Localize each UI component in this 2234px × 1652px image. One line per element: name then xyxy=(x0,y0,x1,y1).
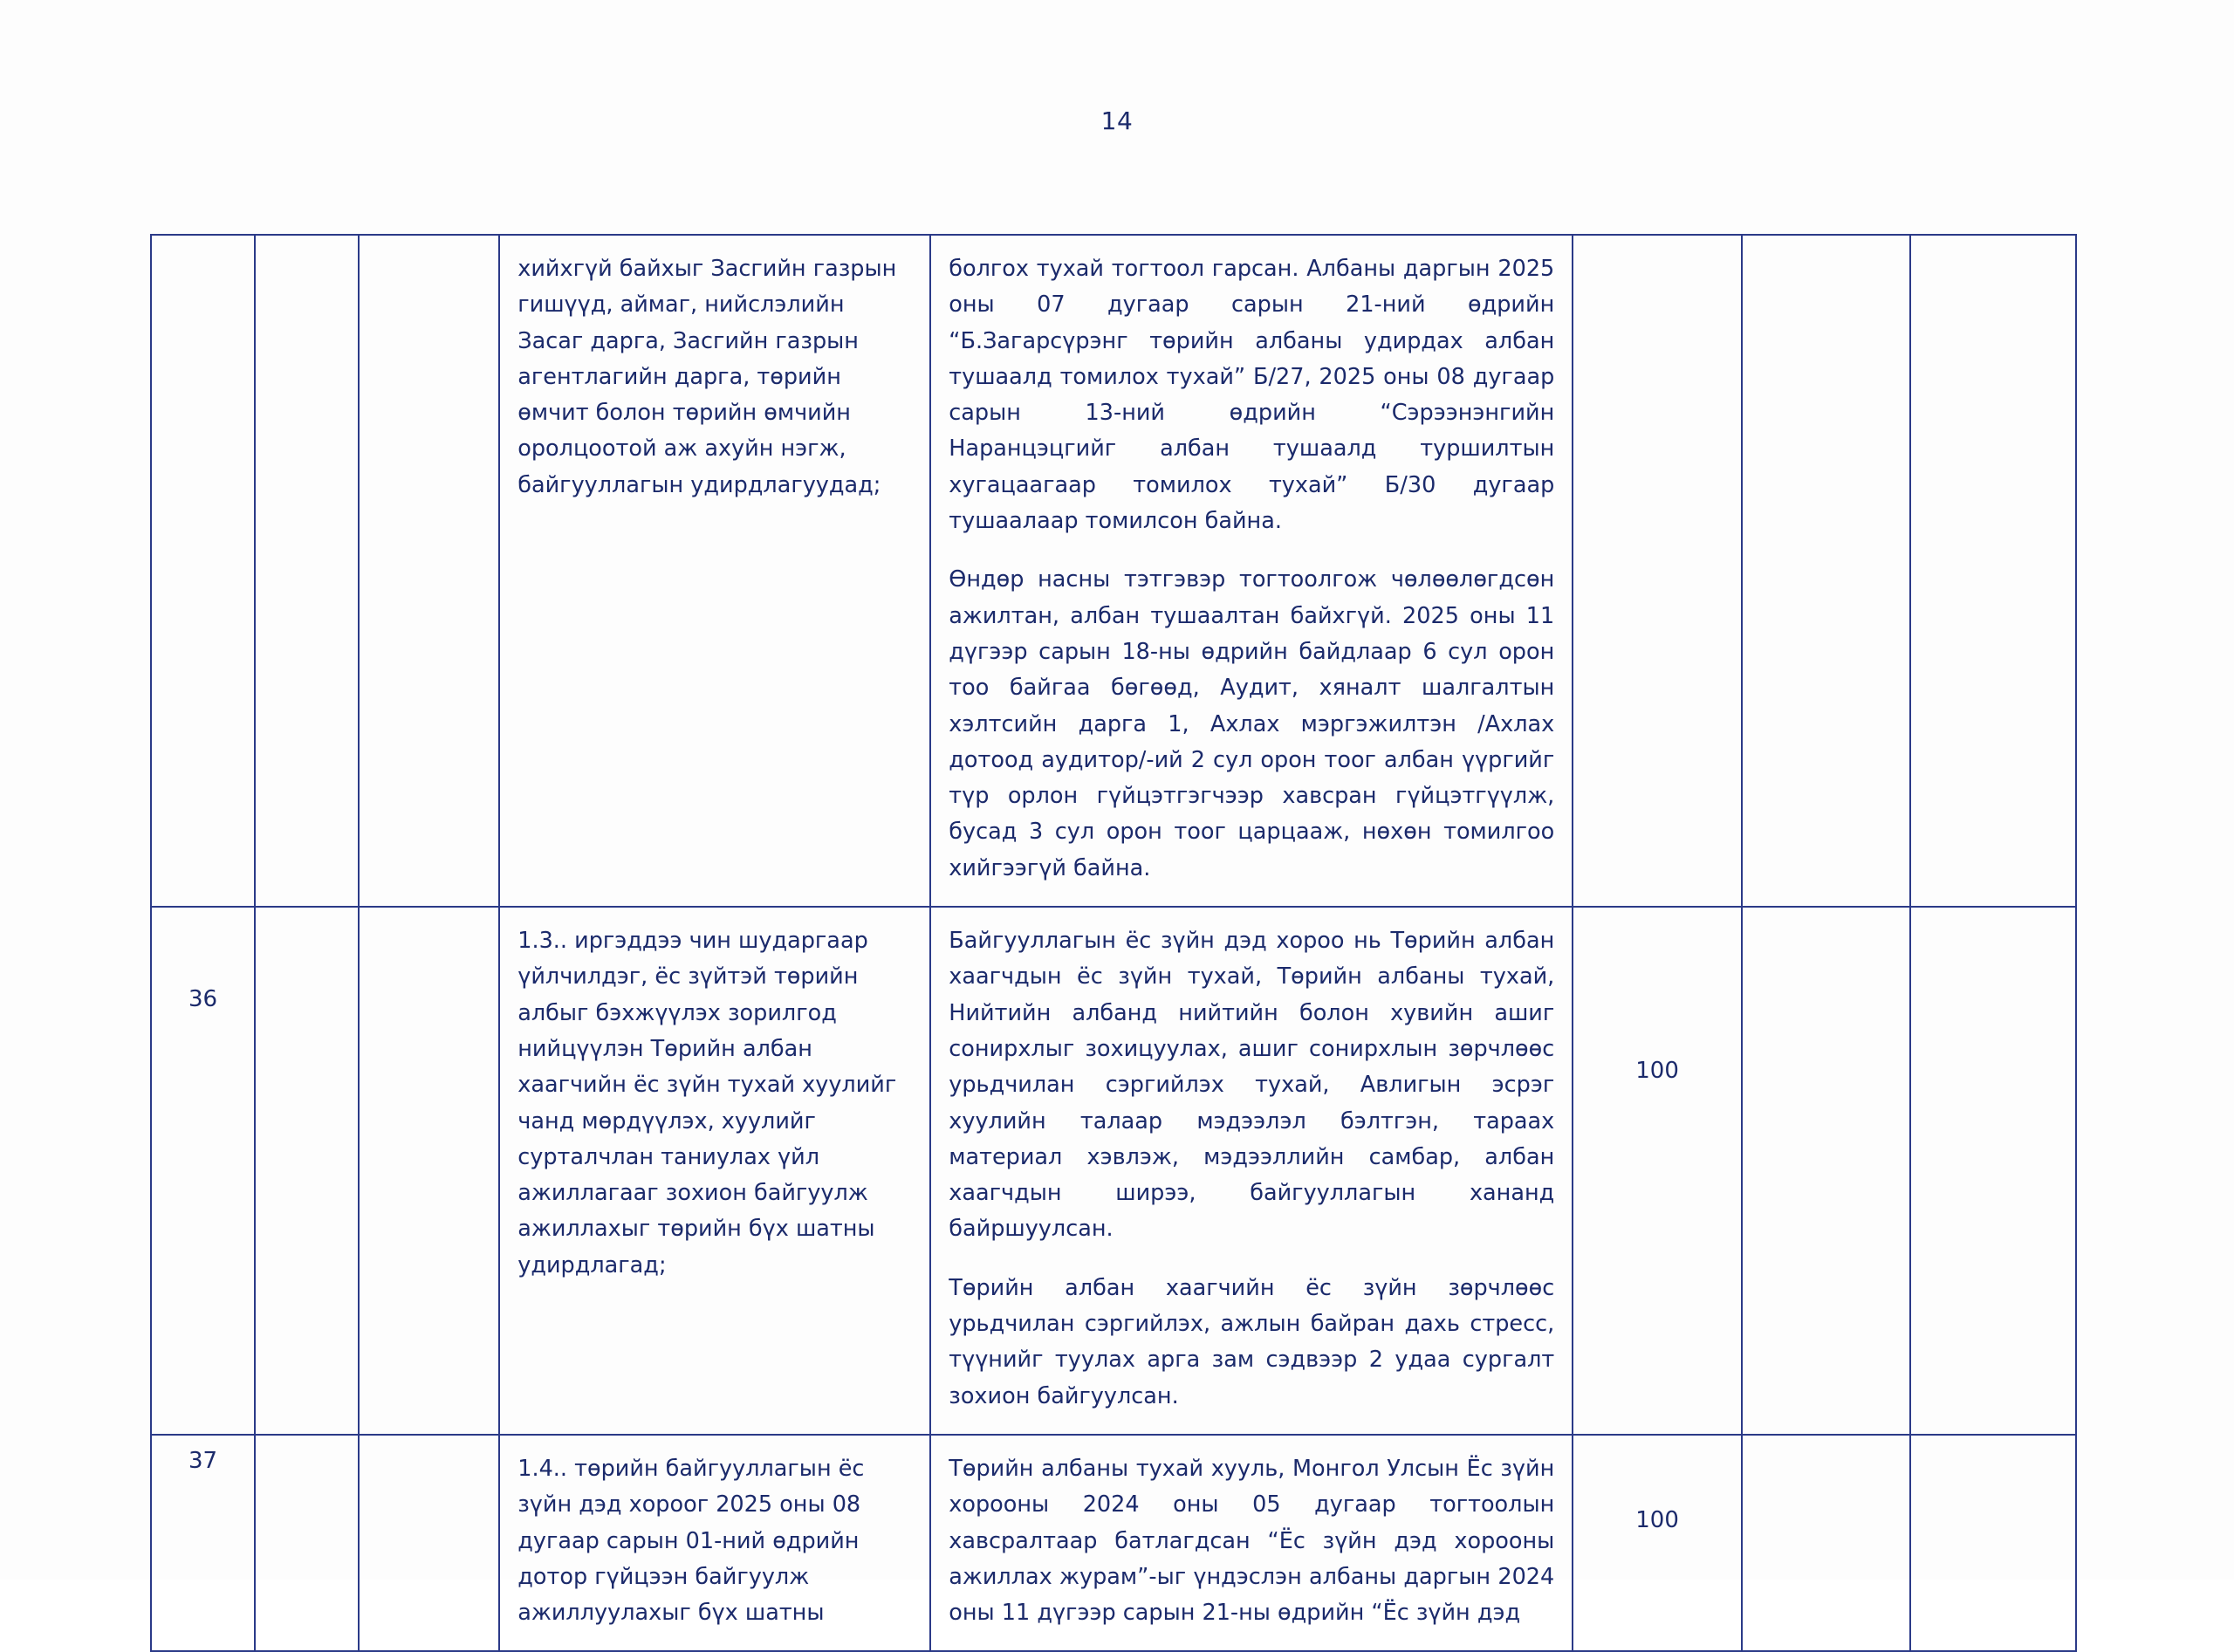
cell-empty-h xyxy=(1910,235,2076,907)
result-paragraph: Төрийн албан хаагчийн ёс зүйн зөрчлөөс урьдчилан сэргийлэх, ажлын байран дахь стресс, түүнийг туулах арга зам сэдвээр 2 удаа сургалт зохион байгуулсан. xyxy=(949,1274,1555,1409)
measure-text: хийхгүй байхыг Засгийн газрын гишүүд, аймаг, нийслэлийн Засаг дарга, Засгийн газрын агентлагийн дарга, төрийн өмчит болон төрийн өмчийн оролцоотой аж ахуйн нэгж, байгууллагын удирдлагуудад; xyxy=(517,256,897,498)
score-value xyxy=(1573,236,1741,271)
cell-measure xyxy=(499,235,930,907)
result-paragraph: Байгууллагын ёс зүйн дэд хороо нь Төрийн албан хаагчдын ёс зүйн тухай, Төрийн албаны тухай, Нийтийн албанд нийтийн болон хувийн ашиг сонирхлыг зохицуулах, ашиг сонирхлын зөрчлөөс урьдчилан сэргийлэх тухай, Авлигын эсрэг хуулийн талаар мэдээлэл бэлтгэн, тараах материал хэвлэж, мэдээллийн самбар, албан хаагчдын ширээ, байгууллагын хананд байршуулсан. xyxy=(949,928,1555,1243)
report-table xyxy=(150,234,2077,1652)
score-value: 100 xyxy=(1635,1058,1679,1085)
result-paragraph: болгох тухай тогтоол гарсан. Албаны даргын 2025 оны 07 дугаар сарын 21-ний өдрийн “Б.Загарсүрэнг төрийн албаны удирдах албан тушаалд томилох тухай” Б/27, 2025 оны 08 дугаар сарын 13-ний өдрийн “Сэрээнэнгийн Наранцэцгийг албан тушаалд туршилтын хугацаагаар томилох тухай” Б/30 дугаар тушаалаар томилсон байна. xyxy=(949,256,1555,535)
cell-empty-h xyxy=(1910,907,2076,1435)
report-table-container xyxy=(150,234,2077,1652)
row-number xyxy=(152,236,254,255)
cell-empty-g xyxy=(1742,235,1911,907)
row-number: 37 xyxy=(188,1447,218,1474)
row-number: 36 xyxy=(188,986,218,1013)
table-row xyxy=(151,907,2076,1435)
cell-empty-g xyxy=(1742,1435,1911,1651)
score-value: 100 xyxy=(1635,1506,1679,1533)
page-number: 14 xyxy=(1100,106,1134,135)
table-row xyxy=(151,235,2076,907)
cell-score xyxy=(1573,235,1742,907)
cell-empty-b xyxy=(255,907,359,1435)
cell-index xyxy=(151,907,255,1435)
cell-empty-b xyxy=(255,1435,359,1651)
cell-result xyxy=(930,1435,1573,1651)
cell-empty-b xyxy=(255,235,359,907)
measure-text: 1.3.. иргэддээ чин шударгаар үйлчилдэг, ёс зүйтэй төрийн албыг бэхжүүлэх зорилгод нийцүүлэн Төрийн албан хаагчийн ёс зүйн тухай хуулийг чанд мөрдүүлэх, хуулийг сурталчлан таниулах үйл ажиллагааг зохион байгуулж ажиллахыг төрийн бүх шатны удирдлагад; xyxy=(517,928,897,1278)
result-paragraph: Төрийн албаны тухай хууль, Монгол Улсын Ёс зүйн хорооны 2024 оны 05 дугаар тогтоолын хавсралтаар батлагдсан “Ёс зүйн дэд хорооны ажиллах журам”-ыг үндэслэн албаны даргын 2024 оны 11 дүгээр сарын 21-ны өдрийн “Ёс зүйн дэд xyxy=(949,1455,1555,1627)
cell-score xyxy=(1573,1435,1742,1651)
cell-empty-g xyxy=(1742,907,1911,1435)
cell-result xyxy=(930,907,1573,1435)
cell-measure xyxy=(499,1435,930,1651)
cell-score xyxy=(1573,907,1742,1435)
measure-text: 1.4.. төрийн байгууллагын ёс зүйн дэд хороог 2025 оны 08 дугаар сарын 01-ний өдрийн дотор гүйцээн байгуулж ажиллуулахыг бүх шатны xyxy=(517,1455,865,1627)
cell-empty-c xyxy=(359,235,499,907)
cell-result xyxy=(930,235,1573,907)
cell-index xyxy=(151,235,255,907)
cell-measure xyxy=(499,907,930,1435)
table-row xyxy=(151,1435,2076,1651)
cell-empty-c xyxy=(359,907,499,1435)
cell-index xyxy=(151,1435,255,1651)
result-paragraph: Өндөр насны тэтгэвэр тогтоолгож чөлөөлөгдсөн ажилтан, албан тушаалтан байхгүй. 2025 оны 11 дүгээр сарын 18-ны өдрийн байдлаар 6 сул орон тоо байгаа бөгөөд, Аудит, хяналт шалгалтын хэлтсийн дарга 1, Ахлах мэргэжилтэн /Ахлах дотоод аудитор/-ий 2 сул орон тоог албан үүргийг түр орлон гүйцэтгэгчээр хавсран гүйцэтгүүлж, бусад 3 сул орон тоог царцааж, нөхөн томилгоо хийгээгүй байна. xyxy=(949,566,1555,881)
cell-empty-h xyxy=(1910,1435,2076,1651)
cell-empty-c xyxy=(359,1435,499,1651)
